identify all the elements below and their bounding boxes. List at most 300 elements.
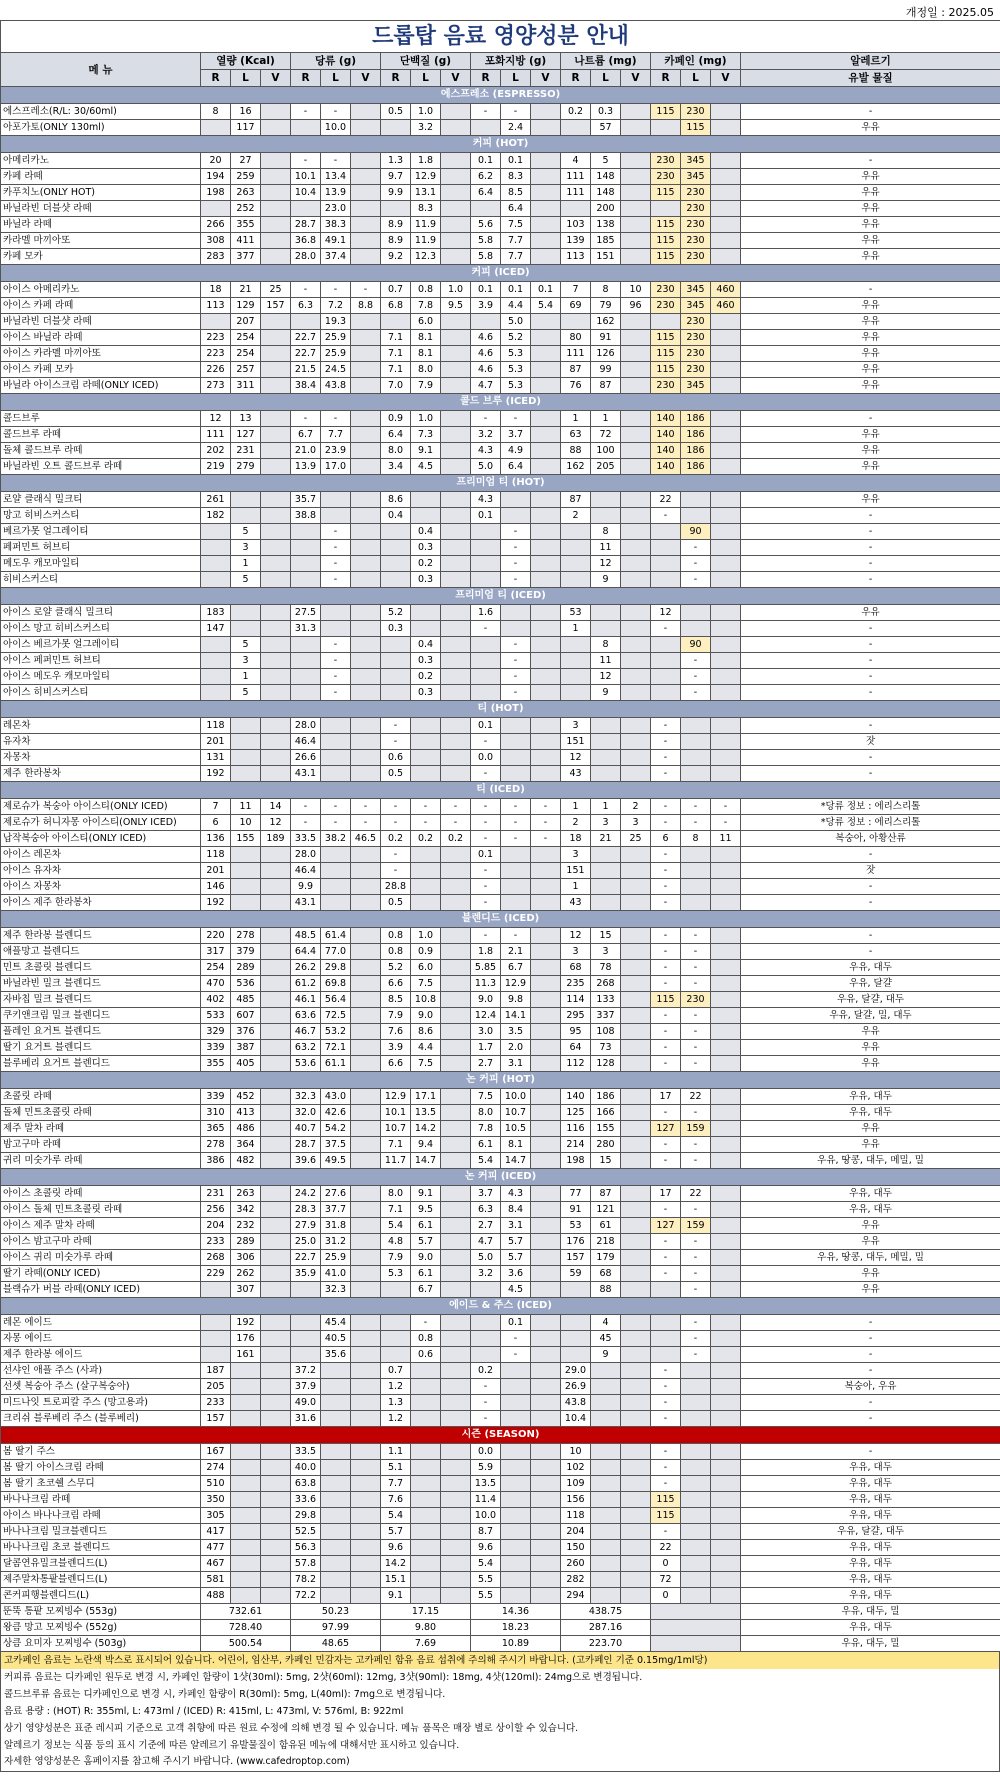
nutrition-value xyxy=(531,863,561,879)
nutrition-value xyxy=(591,1363,621,1379)
section-header xyxy=(1,136,1000,153)
note-text: 자세한 영양성분은 홈페이지를 참고해 주시기 바랍니다. (www.cafedroptop.com) xyxy=(1,1754,1000,1771)
nutrition-value: 192 xyxy=(201,895,231,911)
nutrition-value: 3 xyxy=(231,653,261,669)
nutrition-value xyxy=(291,1331,321,1347)
allergy-value: 우유, 대두 xyxy=(741,1186,1000,1202)
nutrition-value: 9.2 xyxy=(381,249,411,265)
menu-name: 돌체 콜드브루 라떼 xyxy=(1,443,201,459)
nutrition-value xyxy=(351,524,381,540)
allergy-value: - xyxy=(741,944,1000,960)
nutrition-value xyxy=(261,1379,291,1395)
nutrition-value xyxy=(441,556,471,572)
allergy-value: 우유 xyxy=(741,330,1000,346)
nutrition-value: - xyxy=(711,799,741,815)
menu-row xyxy=(1,815,1000,831)
allergy-value: 우유, 달걀 xyxy=(741,976,1000,992)
section-header xyxy=(1,1072,1000,1089)
nutrition-value: 36.8 xyxy=(291,233,321,249)
nutrition-value: 35.6 xyxy=(321,1347,351,1363)
nutrition-value: 342 xyxy=(231,1202,261,1218)
nutrition-value xyxy=(621,346,651,362)
nutrition-value: 28.3 xyxy=(291,1202,321,1218)
nutrition-value xyxy=(681,1572,711,1588)
nutrition-value: 205 xyxy=(591,459,621,475)
allergy-value: - xyxy=(741,104,1000,120)
nutrition-value xyxy=(441,863,471,879)
nutrition-value xyxy=(621,1024,651,1040)
nutrition-value xyxy=(291,556,321,572)
nutrition-value xyxy=(561,572,591,588)
nutrition-value xyxy=(711,1234,741,1250)
nutrition-value: 78 xyxy=(591,960,621,976)
allergy-value: - xyxy=(741,750,1000,766)
nutrition-value: 72.2 xyxy=(291,1588,321,1604)
nutrition-value xyxy=(261,556,291,572)
allergy-value: 우유, 달걀, 대두 xyxy=(741,992,1000,1008)
nutrition-value: 10.5 xyxy=(501,1121,531,1137)
nutrition-value xyxy=(351,314,381,330)
nutrition-value: 61.1 xyxy=(321,1056,351,1072)
nutrition-value: 4.7 xyxy=(471,378,501,394)
menu-row xyxy=(1,572,1000,588)
nutrition-value: 14.36 xyxy=(471,1604,561,1620)
nutrition-value: 115 xyxy=(651,217,681,233)
allergy-value: 우유, 땅콩, 대두, 메밀, 밀 xyxy=(741,1250,1000,1266)
nutrition-value: 0.7 xyxy=(381,1363,411,1379)
nutrition-value: 482 xyxy=(231,1153,261,1169)
nutrition-value xyxy=(441,1524,471,1540)
nutrition-value xyxy=(441,427,471,443)
nutrition-value xyxy=(681,847,711,863)
header-row xyxy=(1,53,1000,70)
nutrition-value xyxy=(591,1379,621,1395)
nutrition-value: 10.89 xyxy=(471,1636,561,1652)
nutrition-value xyxy=(351,863,381,879)
nutrition-value xyxy=(381,572,411,588)
header-allergy: 유발 물질 xyxy=(741,70,1000,87)
nutrition-value: 8.3 xyxy=(501,169,531,185)
nutrition-value: 252 xyxy=(231,201,261,217)
nutrition-value xyxy=(531,750,561,766)
nutrition-value: - xyxy=(681,685,711,701)
allergy-value: 우유 xyxy=(741,217,1000,233)
nutrition-value xyxy=(501,750,531,766)
nutrition-value: 8.6 xyxy=(381,492,411,508)
nutrition-value xyxy=(531,1460,561,1476)
nutrition-value: 7.8 xyxy=(471,1121,501,1137)
allergy-value: 우유 xyxy=(741,492,1000,508)
menu-row xyxy=(1,895,1000,911)
nutrition-value: 12 xyxy=(201,411,231,427)
nutrition-value: 5.0 xyxy=(501,314,531,330)
nutrition-value xyxy=(711,362,741,378)
header-size: R xyxy=(561,70,591,87)
nutrition-value: 231 xyxy=(231,443,261,459)
nutrition-value: 4 xyxy=(561,153,591,169)
nutrition-value xyxy=(621,1444,651,1460)
nutrition-value: - xyxy=(651,1460,681,1476)
nutrition-value: 1 xyxy=(561,879,591,895)
nutrition-value xyxy=(351,1202,381,1218)
nutrition-value: - xyxy=(651,944,681,960)
nutrition-value xyxy=(531,653,561,669)
nutrition-value xyxy=(621,669,651,685)
nutrition-value: - xyxy=(651,1008,681,1024)
nutrition-value xyxy=(201,120,231,136)
nutrition-value: 115 xyxy=(681,120,711,136)
nutrition-value xyxy=(621,1121,651,1137)
nutrition-value xyxy=(591,1524,621,1540)
nutrition-value xyxy=(501,1540,531,1556)
nutrition-value xyxy=(441,1266,471,1282)
menu-name: 아이스 페퍼민트 허브티 xyxy=(1,653,201,669)
nutrition-value: 8.5 xyxy=(501,185,531,201)
nutrition-value: - xyxy=(651,1524,681,1540)
nutrition-value xyxy=(711,1492,741,1508)
header-group: 나트륨 (mg) xyxy=(561,53,651,70)
nutrition-value: - xyxy=(651,734,681,750)
menu-row xyxy=(1,282,1000,298)
nutrition-value: - xyxy=(651,976,681,992)
menu-name: 페퍼민트 허브티 xyxy=(1,540,201,556)
nutrition-value xyxy=(411,1588,441,1604)
allergy-value: - xyxy=(741,766,1000,782)
nutrition-value: 87 xyxy=(591,378,621,394)
nutrition-value xyxy=(501,605,531,621)
menu-row xyxy=(1,153,1000,169)
nutrition-value xyxy=(531,1186,561,1202)
nutrition-value xyxy=(351,1089,381,1105)
nutrition-value: - xyxy=(681,572,711,588)
nutrition-value xyxy=(591,895,621,911)
menu-row xyxy=(1,976,1000,992)
nutrition-value xyxy=(711,346,741,362)
nutrition-value: 364 xyxy=(231,1137,261,1153)
nutrition-value xyxy=(501,492,531,508)
nutrition-value: 4.8 xyxy=(381,1234,411,1250)
nutrition-value xyxy=(471,637,501,653)
nutrition-value xyxy=(261,944,291,960)
nutrition-value: 109 xyxy=(561,1476,591,1492)
nutrition-value: 21.0 xyxy=(291,443,321,459)
nutrition-value xyxy=(411,718,441,734)
menu-name: 바닐라빈 더블샷 라떼 xyxy=(1,314,201,330)
nutrition-value: 63.6 xyxy=(291,1008,321,1024)
nutrition-value xyxy=(351,1508,381,1524)
nutrition-value: 72.5 xyxy=(321,1008,351,1024)
nutrition-value: 17.15 xyxy=(381,1604,471,1620)
nutrition-value: - xyxy=(531,799,561,815)
nutrition-value: 4.4 xyxy=(501,298,531,314)
nutrition-value xyxy=(261,1105,291,1121)
nutrition-value xyxy=(531,249,561,265)
nutrition-value xyxy=(351,362,381,378)
nutrition-value xyxy=(621,556,651,572)
nutrition-value xyxy=(231,1395,261,1411)
nutrition-value xyxy=(471,201,501,217)
nutrition-value: 1 xyxy=(561,621,591,637)
nutrition-value: 31.8 xyxy=(321,1218,351,1234)
nutrition-value xyxy=(711,1218,741,1234)
note-line xyxy=(1,1686,1000,1703)
nutrition-value: 112 xyxy=(561,1056,591,1072)
allergy-value: 우유 xyxy=(741,1282,1000,1298)
nutrition-value xyxy=(351,427,381,443)
nutrition-value xyxy=(711,1089,741,1105)
nutrition-value xyxy=(261,1363,291,1379)
nutrition-value xyxy=(291,669,321,685)
nutrition-value: - xyxy=(471,621,501,637)
nutrition-value: - xyxy=(681,815,711,831)
nutrition-value xyxy=(231,492,261,508)
nutrition-value xyxy=(441,1492,471,1508)
nutrition-value: 187 xyxy=(201,1363,231,1379)
menu-row xyxy=(1,685,1000,701)
nutrition-value xyxy=(441,120,471,136)
allergy-value: 우유 xyxy=(741,120,1000,136)
nutrition-value xyxy=(441,346,471,362)
nutrition-value: 306 xyxy=(231,1250,261,1266)
nutrition-value: - xyxy=(651,1137,681,1153)
nutrition-value xyxy=(591,750,621,766)
nutrition-value: 5.7 xyxy=(411,1234,441,1250)
nutrition-value xyxy=(531,104,561,120)
nutrition-value: 150 xyxy=(561,1540,591,1556)
nutrition-value xyxy=(621,976,651,992)
nutrition-value: 8.8 xyxy=(351,298,381,314)
nutrition-value xyxy=(261,766,291,782)
nutrition-value xyxy=(681,1524,711,1540)
nutrition-value: 2.0 xyxy=(501,1040,531,1056)
nutrition-value: 32.0 xyxy=(291,1105,321,1121)
nutrition-value: 19.3 xyxy=(321,314,351,330)
nutrition-value: 6.1 xyxy=(471,1137,501,1153)
nutrition-value xyxy=(621,621,651,637)
nutrition-value xyxy=(231,1379,261,1395)
nutrition-value: 43 xyxy=(561,895,591,911)
allergy-value: 잣 xyxy=(741,734,1000,750)
nutrition-value: - xyxy=(651,799,681,815)
nutrition-value: 159 xyxy=(681,1121,711,1137)
nutrition-value xyxy=(621,411,651,427)
nutrition-value: 214 xyxy=(561,1137,591,1153)
nutrition-value xyxy=(711,411,741,427)
nutrition-value xyxy=(711,847,741,863)
nutrition-value: 3 xyxy=(591,944,621,960)
nutrition-value: 182 xyxy=(201,508,231,524)
nutrition-value: 128 xyxy=(591,1056,621,1072)
nutrition-value: 7.5 xyxy=(411,976,441,992)
nutrition-value xyxy=(441,1331,471,1347)
page-title: 드롭탑 음료 영양성분 안내 xyxy=(1,21,1000,53)
nutrition-value xyxy=(591,1476,621,1492)
nutrition-value: 148 xyxy=(591,185,621,201)
nutrition-value: - xyxy=(351,815,381,831)
nutrition-value xyxy=(621,1218,651,1234)
allergy-value: - xyxy=(741,1395,1000,1411)
nutrition-value xyxy=(261,1476,291,1492)
menu-row xyxy=(1,378,1000,394)
menu-name: 초콜릿 라떼 xyxy=(1,1089,201,1105)
menu-name: 제주 한라봉차 xyxy=(1,766,201,782)
nutrition-value: 12.9 xyxy=(411,169,441,185)
nutrition-value xyxy=(261,1040,291,1056)
nutrition-value: 339 xyxy=(201,1040,231,1056)
nutrition-value xyxy=(681,1444,711,1460)
nutrition-value: 259 xyxy=(231,169,261,185)
nutrition-value: 3.1 xyxy=(501,1056,531,1072)
nutrition-value xyxy=(321,1556,351,1572)
nutrition-value: 266 xyxy=(201,217,231,233)
nutrition-value: 3.5 xyxy=(501,1024,531,1040)
nutrition-value xyxy=(711,1556,741,1572)
nutrition-value xyxy=(261,895,291,911)
nutrition-value xyxy=(351,734,381,750)
section-title: 에스프레소 (ESPRESSO) xyxy=(1,87,1000,104)
nutrition-value xyxy=(441,233,471,249)
nutrition-value: 1 xyxy=(231,669,261,685)
nutrition-value xyxy=(411,879,441,895)
menu-row xyxy=(1,314,1000,330)
nutrition-value: 11.9 xyxy=(411,233,441,249)
nutrition-value xyxy=(231,895,261,911)
nutrition-value: 9.0 xyxy=(471,992,501,1008)
nutrition-value: 8.0 xyxy=(471,1105,501,1121)
allergy-value: 우유 xyxy=(741,185,1000,201)
nutrition-value: 91 xyxy=(561,1202,591,1218)
nutrition-value: 8 xyxy=(591,637,621,653)
allergy-value: 우유, 대두, 밀 xyxy=(741,1604,1000,1620)
section-title: 커피 (HOT) xyxy=(1,136,1000,153)
section-header xyxy=(1,911,1000,928)
allergy-value: 우유 xyxy=(741,362,1000,378)
menu-row xyxy=(1,427,1000,443)
menu-row xyxy=(1,443,1000,459)
nutrition-value: 12 xyxy=(591,556,621,572)
nutrition-value xyxy=(441,992,471,1008)
nutrition-value: 7.7 xyxy=(381,1476,411,1492)
nutrition-value: 6.3 xyxy=(471,1202,501,1218)
menu-name: 콜드브루 라떼 xyxy=(1,427,201,443)
allergy-value: 우유, 대두 xyxy=(741,1572,1000,1588)
nutrition-value: 7 xyxy=(201,799,231,815)
nutrition-value xyxy=(381,669,411,685)
nutrition-value xyxy=(711,992,741,1008)
section-title: 논 커피 (HOT) xyxy=(1,1072,1000,1089)
menu-name: 플레인 요거트 블렌디드 xyxy=(1,1024,201,1040)
nutrition-value xyxy=(411,605,441,621)
nutrition-value xyxy=(381,637,411,653)
nutrition-value xyxy=(321,1588,351,1604)
nutrition-value: - xyxy=(471,1395,501,1411)
nutrition-value xyxy=(531,459,561,475)
nutrition-value xyxy=(561,1282,591,1298)
section-title: 커피 (ICED) xyxy=(1,265,1000,282)
nutrition-value xyxy=(441,185,471,201)
nutrition-value xyxy=(501,1460,531,1476)
nutrition-value xyxy=(531,362,561,378)
menu-name: 바닐라 라떼 xyxy=(1,217,201,233)
nutrition-value xyxy=(471,1347,501,1363)
nutrition-value xyxy=(681,492,711,508)
nutrition-value: 4 xyxy=(591,1315,621,1331)
nutrition-value: - xyxy=(531,831,561,847)
nutrition-value: 90 xyxy=(681,524,711,540)
nutrition-value xyxy=(711,508,741,524)
nutrition-value xyxy=(441,653,471,669)
nutrition-value: 9.6 xyxy=(381,1540,411,1556)
nutrition-value xyxy=(441,1153,471,1169)
nutrition-value xyxy=(621,1572,651,1588)
nutrition-value: - xyxy=(501,637,531,653)
nutrition-value: - xyxy=(471,815,501,831)
menu-row xyxy=(1,750,1000,766)
nutrition-value: 43.1 xyxy=(291,766,321,782)
menu-name: 선샤인 애플 주스 (사과) xyxy=(1,1363,201,1379)
menu-row xyxy=(1,1137,1000,1153)
nutrition-value xyxy=(471,524,501,540)
menu-row xyxy=(1,605,1000,621)
nutrition-value: 305 xyxy=(201,1508,231,1524)
menu-name: 왕큼 망고 모찌빙수 (552g) xyxy=(1,1620,201,1636)
nutrition-value: 176 xyxy=(231,1331,261,1347)
nutrition-value: 5.4 xyxy=(381,1508,411,1524)
nutrition-value: 12 xyxy=(561,928,591,944)
allergy-value: - xyxy=(741,508,1000,524)
nutrition-value xyxy=(441,879,471,895)
nutrition-value xyxy=(711,1008,741,1024)
nutrition-value xyxy=(411,750,441,766)
nutrition-value: 254 xyxy=(201,960,231,976)
nutrition-value: 0.8 xyxy=(411,282,441,298)
note-text: 음료 용량 : (HOT) R: 355ml, L: 473ml / (ICED) R: 415ml, L: 473ml, V: 576ml, B: 922ml xyxy=(1,1703,1000,1720)
section-header xyxy=(1,1427,1000,1444)
section-header xyxy=(1,265,1000,282)
nutrition-value: 7.1 xyxy=(381,1202,411,1218)
menu-name: 아이스 히비스커스티 xyxy=(1,685,201,701)
nutrition-value: 64.4 xyxy=(291,944,321,960)
nutrition-value: 230 xyxy=(681,249,711,265)
nutrition-value: 157 xyxy=(201,1411,231,1427)
nutrition-value: 78.2 xyxy=(291,1572,321,1588)
nutrition-value: - xyxy=(351,282,381,298)
nutrition-value: 88 xyxy=(591,1282,621,1298)
nutrition-value: 2.7 xyxy=(471,1218,501,1234)
nutrition-value: 115 xyxy=(651,330,681,346)
nutrition-value: - xyxy=(681,976,711,992)
header-menu: 메 뉴 xyxy=(1,53,201,87)
nutrition-value: 386 xyxy=(201,1153,231,1169)
nutrition-value: - xyxy=(471,104,501,120)
nutrition-value: 97.99 xyxy=(291,1620,381,1636)
nutrition-value xyxy=(231,847,261,863)
nutrition-value: 263 xyxy=(231,185,261,201)
menu-name: 레몬 에이드 xyxy=(1,1315,201,1331)
nutrition-value: 268 xyxy=(591,976,621,992)
nutrition-value: 355 xyxy=(201,1056,231,1072)
nutrition-value: 230 xyxy=(681,362,711,378)
header-group: 포화지방 (g) xyxy=(471,53,561,70)
menu-name: 바닐라빈 밀크 블렌디드 xyxy=(1,976,201,992)
menu-name: 미드나잇 트로피칼 주스 (망고용과) xyxy=(1,1395,201,1411)
nutrition-value xyxy=(681,1379,711,1395)
nutrition-value: - xyxy=(651,1363,681,1379)
nutrition-value xyxy=(321,492,351,508)
nutrition-value: 485 xyxy=(231,992,261,1008)
nutrition-value xyxy=(681,879,711,895)
nutrition-value: 23.9 xyxy=(321,443,351,459)
